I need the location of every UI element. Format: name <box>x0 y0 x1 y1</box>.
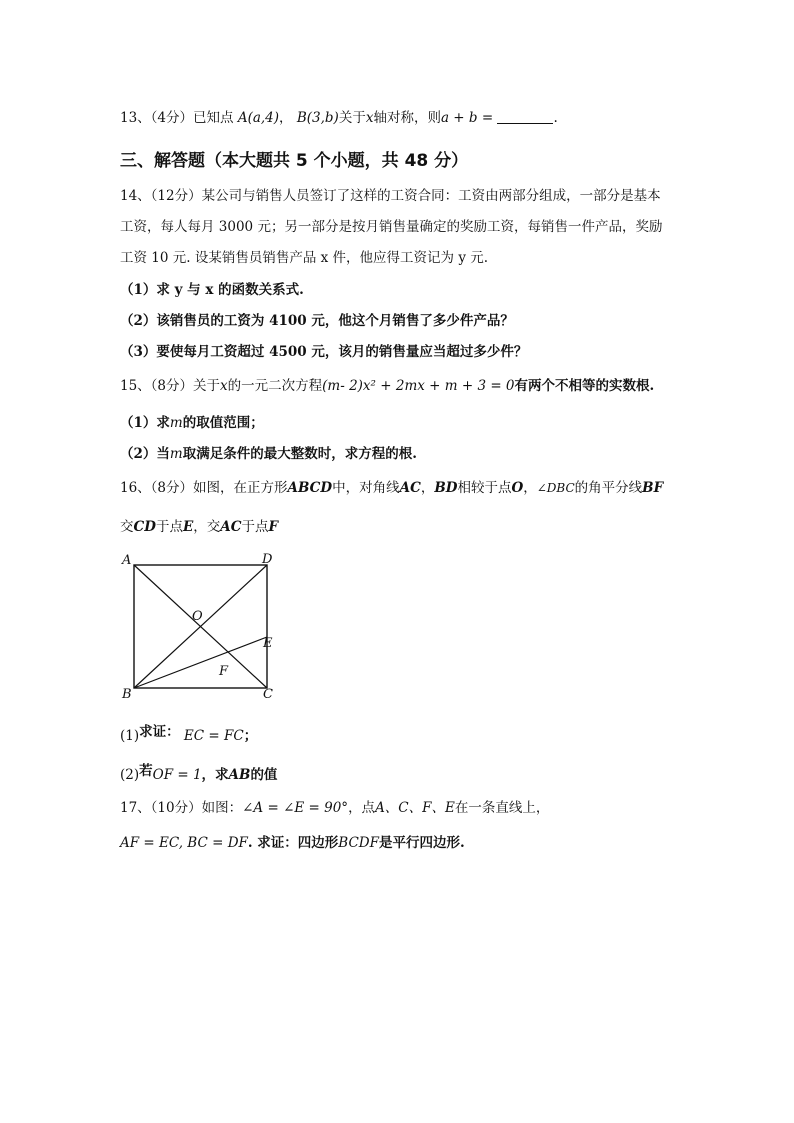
q17-points: A、C、F、E <box>375 800 455 816</box>
q16-angle: ∠DBC <box>536 481 575 495</box>
q15-line <box>120 376 654 396</box>
q16-text-d: 的角平分线 <box>574 480 643 496</box>
q16-line2-c: ，交 <box>193 519 221 535</box>
label-b: B <box>122 687 132 702</box>
q16-e: E <box>182 519 194 535</box>
label-e: E <box>263 636 273 651</box>
q16-sub1-end: ； <box>243 728 258 744</box>
q15-sub1-b: 的取值范围； <box>182 415 264 431</box>
q13-point-a: A(a,4) <box>237 110 280 126</box>
square-diagram <box>118 552 288 712</box>
q17-line-1 <box>120 798 549 818</box>
q13-number: 13、（4分） <box>120 110 194 126</box>
q13-line <box>120 108 558 128</box>
q15-sub2-b: 取满足条件的最大整数时，求方程的根. <box>182 446 417 462</box>
q16-text-a: 如图，在正方形 <box>193 480 288 496</box>
q15-sub-1 <box>120 413 264 433</box>
q15-equation: (m- 2)x² + 2mx + m + 3 = 0 <box>322 378 515 394</box>
q16-sub1-text: 求证： <box>139 724 180 740</box>
q13-expr: a + b = <box>440 110 494 126</box>
q16-sub-1 <box>120 722 257 746</box>
q17-bcdf: BCDF <box>338 835 379 851</box>
label-f: F <box>219 664 229 679</box>
q16-sub1-expr: EC = FC <box>183 728 244 744</box>
q17-line2-expr: AF = EC, BC = DF <box>120 835 248 851</box>
q16-line2-d: 于点 <box>241 519 269 535</box>
q16-ac2: AC <box>220 519 242 535</box>
q16-sub1-num: (1) <box>120 728 140 744</box>
q17-text-c: 在一条直线上， <box>454 800 550 816</box>
q15-number: 15、（8分） <box>120 378 194 394</box>
label-c: C <box>263 687 273 702</box>
q14-sub-1: （1）求 y 与 x 的函数关系式. <box>120 282 304 298</box>
q15-text-c: 有两个不相等的实数根. <box>514 378 655 394</box>
q16-sub2-text: 若 <box>139 763 153 779</box>
q16-comma2: ， <box>523 480 537 496</box>
q15-var-x: x <box>220 378 228 394</box>
q16-sub2-c: 的值 <box>250 767 278 783</box>
q14-line-2: 工资，每人每月 3000 元；另一部分是按月销售量确定的奖励工资，每销售一件产品，奖励 <box>120 219 663 235</box>
q16-comma: ， <box>420 480 435 496</box>
q13-text-c: 轴对称，则 <box>373 110 441 126</box>
q16-ac: AC <box>399 480 421 496</box>
q16-text-b: 中，对角线 <box>332 480 400 496</box>
q14-sub-2: （2）该销售员的工资为 4100 元，他这个月销售了多少件产品？ <box>120 313 514 329</box>
label-d: D <box>262 552 273 567</box>
q16-text-c: 相较于点 <box>457 480 512 496</box>
q16-line-1 <box>120 478 663 498</box>
q17-text-b: ，点 <box>348 800 376 816</box>
q16-line2-a: 交 <box>120 519 134 535</box>
q16-sub2-expr: OF = 1 <box>152 767 202 783</box>
q16-sub2-ab: AB <box>228 767 251 783</box>
q17-text-a: 如图： <box>201 800 243 816</box>
q16-sub-2 <box>120 761 277 785</box>
q13-text: 已知点 <box>193 110 234 126</box>
q13-point-b: B(3,b) <box>296 110 339 126</box>
q13-text-b: 关于 <box>338 110 366 126</box>
label-o: O <box>192 609 203 624</box>
q14-line-3: 工资 10 元. 设某销售员销售产品 x 件，他应得工资记为 y 元. <box>120 250 489 266</box>
q16-sub2-b: ，求 <box>201 767 229 783</box>
q16-sub2-num: (2) <box>120 767 140 783</box>
q15-text-b: 的一元二次方程 <box>227 378 323 394</box>
q16-number: 16、（8分） <box>120 480 194 496</box>
q16-line2-b: 于点 <box>155 519 183 535</box>
q16-cd: CD <box>133 519 156 535</box>
q16-bd: BD <box>434 480 458 496</box>
bisector-be <box>134 637 267 688</box>
q14-line-1: 14、（12分）某公司与销售人员签订了这样的工资合同：工资由两部分组成，一部分是基本 <box>120 188 661 204</box>
q15-sub1-m: m <box>169 415 183 431</box>
q13-sep: ， <box>279 110 293 126</box>
q16-bf: BF <box>642 480 664 496</box>
q13-answer-blank[interactable] <box>497 109 553 124</box>
q17-line-2 <box>120 833 465 853</box>
q16-f: F <box>268 519 279 535</box>
q15-sub1-a: （1）求 <box>120 415 170 431</box>
q17-line2-a: . 求证：四边形 <box>247 835 339 851</box>
q13-end: . <box>553 110 558 126</box>
q15-text-a: 关于 <box>193 378 221 394</box>
label-a: A <box>122 553 132 568</box>
q17-angles: ∠A = ∠E = 90° <box>242 800 349 816</box>
q15-sub2-m: m <box>169 446 183 462</box>
section-3-title: 三、解答题（本大题共 5 个小题，共 48 分） <box>120 151 469 171</box>
q14-sub-3: （3）要使每月工资超过 4500 元，该月的销售量应当超过多少件？ <box>120 344 528 360</box>
q16-o: O <box>511 480 524 496</box>
q16-line-2 <box>120 517 278 537</box>
q15-sub2-a: （2）当 <box>120 446 170 462</box>
q17-number: 17、（10分） <box>120 800 202 816</box>
q17-line2-b: 是平行四边形. <box>379 835 465 851</box>
q16-abcd: ABCD <box>287 480 333 496</box>
q15-sub-2 <box>120 444 417 464</box>
q13-axis: x <box>365 110 374 126</box>
